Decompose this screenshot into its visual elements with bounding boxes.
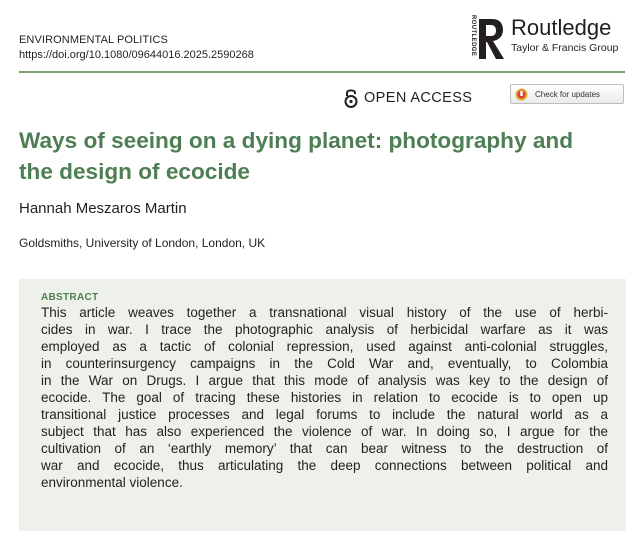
header-divider	[19, 71, 625, 73]
open-access-badge	[342, 87, 472, 109]
check-for-updates-label: Check for updates	[535, 89, 600, 99]
journal-name: ENVIRONMENTAL POLITICS	[19, 34, 168, 46]
abstract-heading: ABSTRACT	[41, 292, 99, 303]
open-access-label: OPEN ACCESS	[364, 90, 473, 106]
abstract-line: subject that has also experienced the violence of war. In doing so, I argue for the	[41, 424, 608, 439]
check-for-updates-button[interactable]	[510, 84, 624, 104]
publisher-vertical-label: ROUTLEDGE	[470, 15, 476, 57]
publisher-tagline: Taylor & Francis Group	[511, 42, 619, 54]
abstract-line: in counterinsurgency campaigns in the Cold War and, eventually, to Colombia	[41, 356, 608, 371]
abstract-line: ecocide. The goal of tracing these histories in relation to ecocide is to open up	[41, 390, 608, 405]
open-access-lock-icon	[342, 87, 360, 109]
author-affiliation: Goldsmiths, University of London, London, UK	[19, 236, 266, 250]
crossmark-icon	[515, 88, 528, 101]
abstract-line: transitional justice processes and legal forums to include the natural world as a	[41, 407, 608, 422]
author-name[interactable]: Hannah Meszaros Martin	[19, 200, 187, 217]
abstract-line: This article weaves together a transnational visual history of the use of herbi-	[41, 305, 608, 320]
journal-info	[19, 33, 254, 63]
abstract-line: cultivation of an ‘earthly memory’ that can bear witness to the destruction of	[41, 441, 608, 456]
publisher-name: Routledge	[511, 15, 612, 40]
routledge-logo-icon	[477, 17, 505, 61]
abstract-line: employed as a tactic of colonial repression, used against anti-colonial struggles,	[41, 339, 608, 354]
abstract-line: environmental violence.	[41, 475, 183, 490]
abstract-line: war and ecocide, thus articulating the deep connections between political and	[41, 458, 608, 473]
abstract-box	[19, 279, 626, 531]
article-title-line: Ways of seeing on a dying planet: photography and	[19, 128, 573, 153]
abstract-line: in the War on Drugs. I argue that this mode of analysis was key to the design of	[41, 373, 608, 388]
publisher-logo[interactable]	[469, 15, 625, 63]
doi-link[interactable]: https://doi.org/10.1080/09644016.2025.2590268	[19, 49, 254, 61]
abstract-line: cides in war. I trace the photographic analysis of herbicidal warfare as it was	[41, 322, 608, 337]
article-title-line: the design of ecocide	[19, 159, 251, 184]
article-title	[19, 125, 634, 187]
